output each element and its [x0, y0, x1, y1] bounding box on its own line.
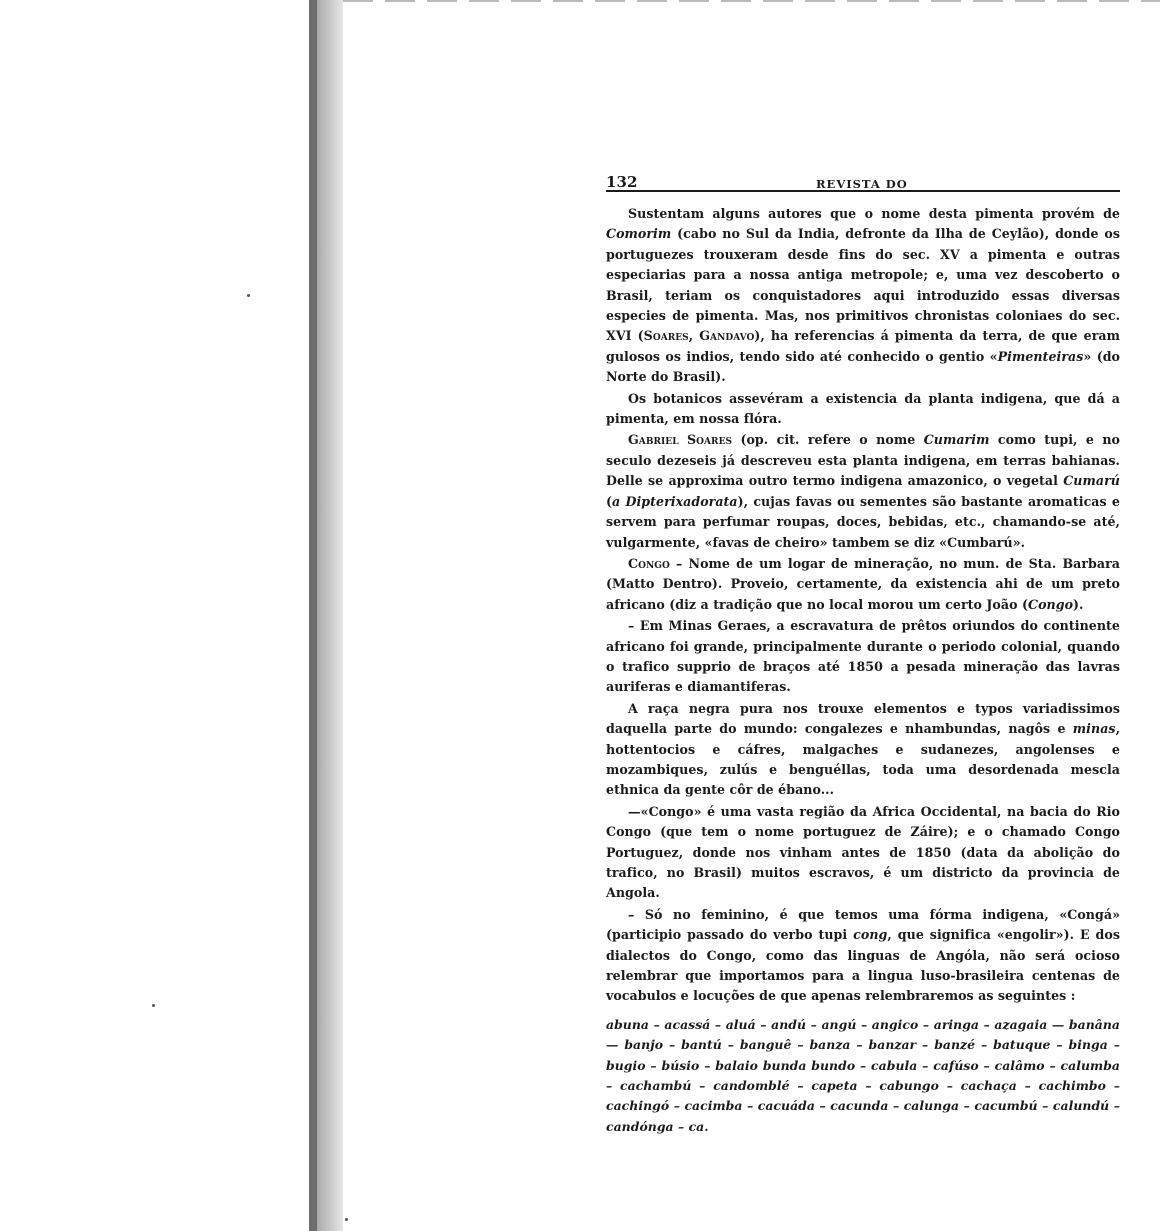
- page-header: [606, 168, 1120, 192]
- text-run: (: [606, 493, 613, 509]
- text-run: » (do Norte do Brasil).: [606, 348, 1121, 385]
- body-paragraph: [606, 802, 1120, 904]
- text-run: , hottentocios e cáfres, malgaches e sudanezes, angolenses e mozambiques, zulús e benguéllas, toda uma desordenada mescla ethnica da gente côr de ébano...: [606, 721, 1120, 798]
- body-paragraph: [606, 389, 1120, 430]
- italic-term: cong: [853, 927, 888, 943]
- scan-speck: [152, 1004, 155, 1007]
- scan-top-edge: [343, 0, 1160, 2]
- scan-speck: [247, 294, 250, 297]
- body-text: [606, 204, 1120, 1007]
- small-caps-name: Congo: [628, 555, 670, 571]
- text-run: ), ha referencias á pimenta da terra, de que eram gulosos os indios, tendo sido até conhecido o gentio «: [606, 328, 1120, 364]
- text-run: – Só no feminino, é que temos uma fórma indigena, «Congá» (participio passado do verbo tupi: [606, 906, 1120, 943]
- body-paragraph: [606, 430, 1120, 552]
- italic-term: Comorim: [606, 226, 672, 242]
- text-run: —«Congo» é uma vasta região da Africa Occidental, na bacia do Rio Congo (que tem o nome portuguez de Záire); e o chamado Congo Portuguez, donde nos vinham antes de 1850 (data da abolição do trafico, no Brasil) muitos escravos, é um districto da provincia de Angola.: [606, 803, 1120, 901]
- text-run: ).: [1073, 596, 1084, 612]
- text-run: Sustentam alguns autores que o nome desta pimenta provém de: [628, 206, 1120, 221]
- book-page: [606, 168, 1120, 1137]
- book-gutter-edge: [309, 0, 317, 1231]
- italic-term: a Dipterixadorata: [612, 493, 738, 509]
- text-run: como tupi, e no seculo dezeseis já descreveu esta planta indigena, em terras bahianas. Delle se approxima outro termo indigena amazonico, o vegetal: [606, 432, 1120, 489]
- scan-speck: [345, 1218, 348, 1221]
- text-run: Os botanicos assevéram a existencia da planta indigena, que dá a pimenta, em nossa flóra.: [606, 390, 1120, 427]
- text-run: , que significa «engolir»). E dos dialectos do Congo, como das linguas de Angóla, não será ocioso relembrar que importamos para a lingua luso-brasileira centenas de vocabulos e locuções de que apenas relembraremos as seguintes :: [606, 927, 1120, 1004]
- text-run: (cabo no Sul da India, defronte da Ilha de Ceylão), donde os portuguezes trouxeram desde fins do sec. XV a pimenta e outras especiarias para a nossa antiga metropole; e, uma vez descoberto o Brasil, teriam os conquistadores aqui introduzido essas diversas especies de pimenta. Mas, nos primitivos chronistas coloniaes do sec. XVI (: [606, 226, 1120, 344]
- text-run: – Nome de um logar de mineração, no mun. de Sta. Barbara (Matto Dentro). Proveio, certamente, da existencia ahi de um preto africano (diz a tradição que no local morou um certo João (: [606, 555, 1120, 612]
- body-paragraph: [606, 616, 1120, 698]
- page-number: 132: [606, 173, 638, 191]
- body-paragraph: [606, 554, 1120, 615]
- text-run: A raça negra pura nos trouxe elementos e typos variadissimos daquella parte do mundo: congalezes e nhambundas, nagôs e: [606, 700, 1120, 737]
- body-paragraph: [606, 204, 1120, 388]
- small-caps-name: Gabriel Soares: [628, 432, 733, 448]
- italic-term: Congo: [1028, 596, 1074, 612]
- italic-term: Pimenteiras: [997, 348, 1084, 364]
- vocabulary-list: abuna – acassá – aluá – andú – angú – angico – aringa – azagaia — banâna — banjo – bantú – banguê – banza – banzar – banzé – batuque – binga – bugio – búsio – balaio bunda bundo – cabula – cafúso – calâmo – calumba – cachambú – candomblé – capeta – cabungo – cachaça – cachimbo – cachingó – cacimba – cacuáda – cacunda – calunga – cacumbú – calundú – candónga – ca.: [606, 1016, 1120, 1134]
- text-run: – Em Minas Geraes, a escravatura de prêtos oriundos do continente africano foi grande, principalmente durante o periodo colonial, quando o trafico supprio de braços até 1850 a pesada mineração das lavras auriferas e diamantiferas.: [606, 618, 1120, 695]
- text-run: ), cujas favas ou sementes são bastante aromaticas e servem para perfumar roupas, doces, bebidas, etc., chamando-se até, vulgarmente, «favas de cheiro» tambem se diz «Cumbarú».: [606, 493, 1120, 550]
- italic-term: Cumarim: [923, 432, 990, 448]
- body-paragraph: [606, 699, 1120, 801]
- text-run: (op. cit. refere o nome: [732, 432, 924, 448]
- running-title: REVISTA DO: [816, 177, 908, 191]
- small-caps-name: Soares, Gandavo: [643, 328, 755, 344]
- body-paragraph: [606, 905, 1120, 1007]
- italic-term: Cumarú: [1063, 473, 1120, 489]
- italic-term: minas: [1072, 721, 1116, 737]
